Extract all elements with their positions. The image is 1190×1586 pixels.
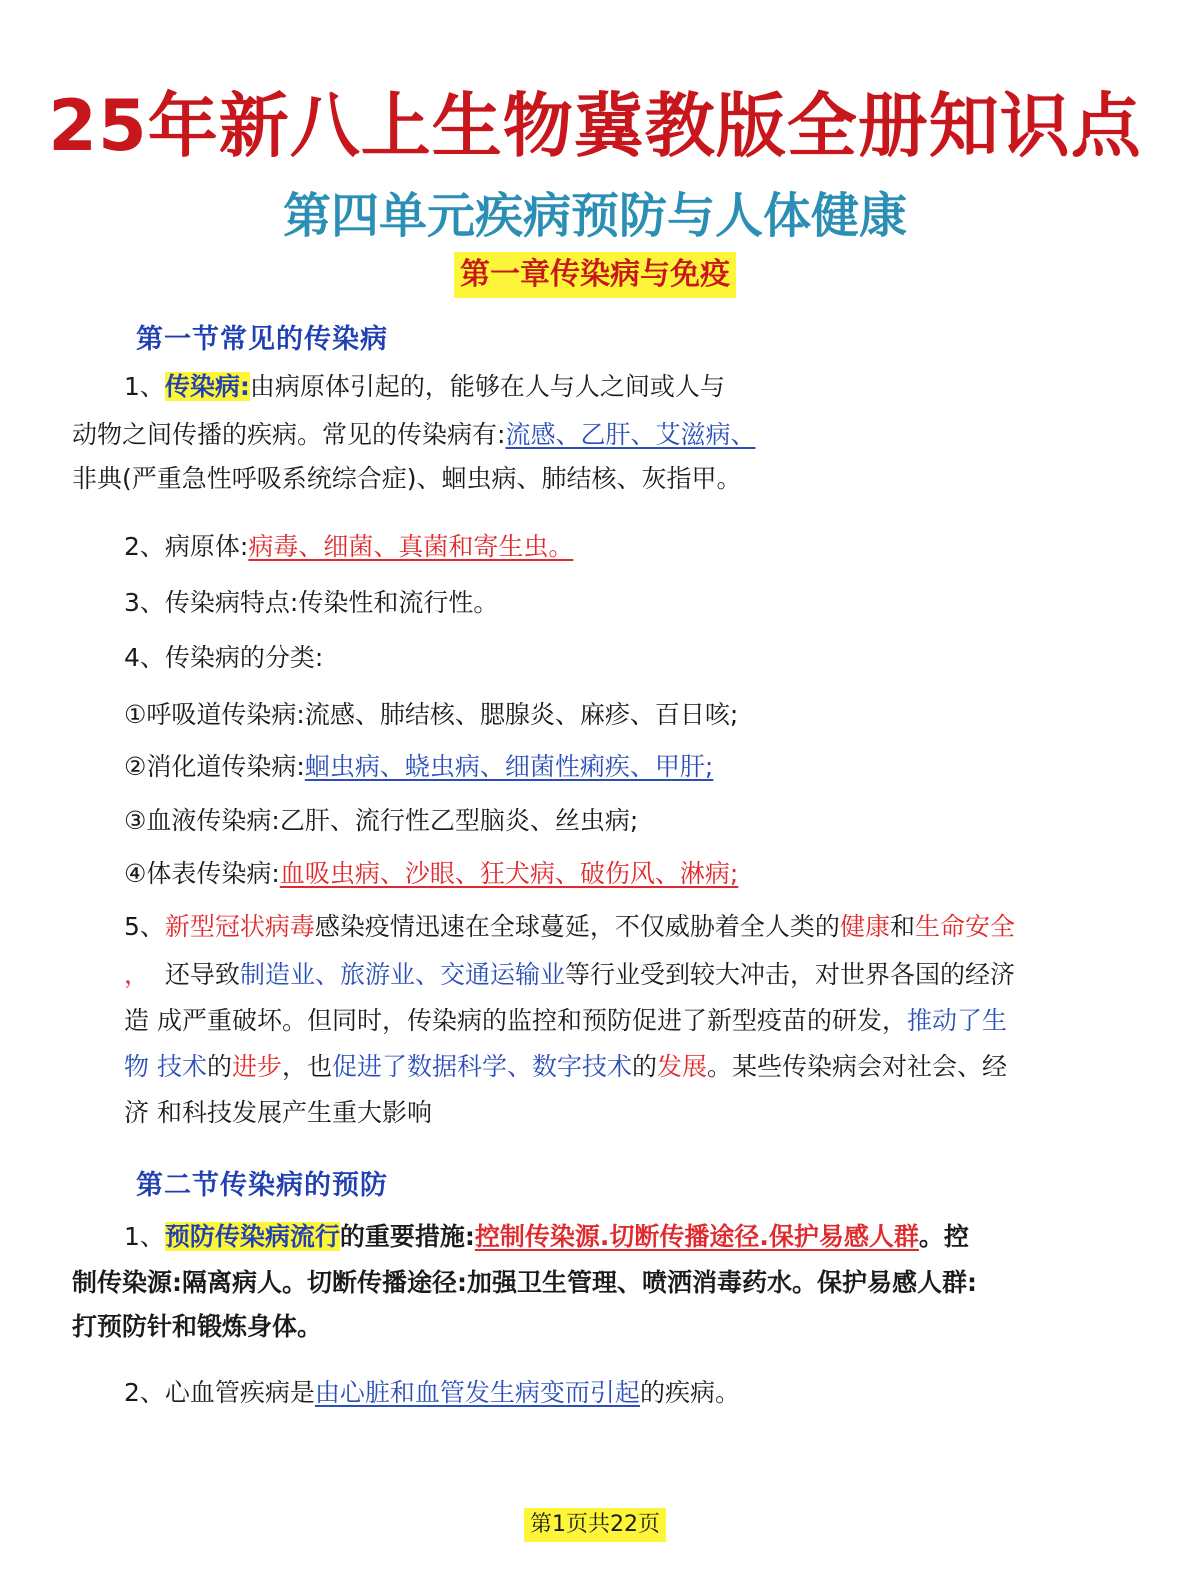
s1-p1-text1: 由病原体引起的，能够在人与人之间或人与 bbox=[249, 372, 725, 401]
chapter-title-wrap bbox=[0, 252, 1190, 298]
s2-p1-line1 bbox=[124, 1220, 969, 1254]
s1-p5-progress: 进步 bbox=[231, 1052, 282, 1081]
s2-p2-text1: 2、心血管疾病是 bbox=[124, 1378, 315, 1407]
s1-p1-examples: 流感、乙肝、艾滋病、 bbox=[505, 420, 756, 449]
s1-p5-development: 发展 bbox=[657, 1052, 708, 1081]
s2-p1-num: 1、 bbox=[124, 1222, 165, 1251]
s1-p5-health: 健康 bbox=[839, 912, 890, 941]
s1-p2-value: 病毒、细菌、真菌和寄生虫。 bbox=[248, 532, 574, 561]
section-heading-2: 第二节传染病的预防 bbox=[136, 1170, 388, 1201]
s1-p5-line1 bbox=[124, 910, 1015, 944]
s1-c2-label: ②消化道传染病: bbox=[124, 752, 305, 781]
s2-p1-line3: 打预防针和锻炼身体。 bbox=[72, 1312, 323, 1341]
s2-p1-text1: 的重要措施: bbox=[339, 1222, 475, 1251]
s1-c4-value: 血吸虫病、沙眼、狂犬病、破伤风、淋病; bbox=[279, 859, 739, 888]
s1-p1-term: 传染病: bbox=[164, 372, 250, 401]
page-number: 第1页共22页 bbox=[524, 1508, 666, 1542]
s1-c2-value: 蛔虫病、蛲虫病、细菌性痢疾、甲肝; bbox=[304, 752, 714, 781]
s1-p5-comma: ， bbox=[124, 960, 150, 989]
s1-p1-line1 bbox=[124, 370, 725, 404]
s2-p2-link: 由心脏和血管发生病变而引起 bbox=[314, 1378, 640, 1407]
s2-p1-text2: 。控 bbox=[918, 1222, 969, 1251]
s2-p1-measures: 控制传染源.切断传播途径.保护易感人群 bbox=[474, 1222, 919, 1251]
s1-p5-text4: 造 成严重破坏。但同时，传染病的监控和预防促进了新型疫苗的研发， bbox=[124, 1006, 907, 1035]
page-footer-wrap bbox=[0, 1508, 1190, 1542]
unit-title: 第四单元疾病预防与人体健康 bbox=[282, 188, 907, 244]
s1-p5-text2: 还导致 bbox=[164, 960, 240, 989]
s1-p5-ye: ，也 bbox=[281, 1052, 332, 1081]
s1-p5-text3: 等行业受到较大冲击，对世界各国的经济 bbox=[564, 960, 1015, 989]
s1-c4 bbox=[124, 857, 738, 891]
s1-p5-text5: 。某些传染病会对社会、经 bbox=[707, 1052, 1008, 1081]
section-heading-1: 第一节常见的传染病 bbox=[136, 324, 388, 355]
s2-p1-term: 预防传染病流行 bbox=[164, 1222, 340, 1251]
s1-c3: ③血液传染病:乙肝、流行性乙型脑炎、丝虫病; bbox=[124, 806, 639, 835]
s1-p1-num: 1、 bbox=[124, 372, 165, 401]
s1-p5-line4 bbox=[124, 1050, 1007, 1084]
s1-p4: 4、传染病的分类: bbox=[124, 643, 324, 672]
s1-p5-line2 bbox=[124, 958, 1015, 992]
s1-c4-label: ④体表传染病: bbox=[124, 859, 280, 888]
s1-p5-text1: 感染疫情迅速在全球蔓延，不仅威胁着全人类的 bbox=[314, 912, 840, 941]
s1-p5-and: 和 bbox=[889, 912, 915, 941]
s2-p2 bbox=[124, 1376, 740, 1410]
s1-p5-virus: 新型冠状病毒 bbox=[164, 912, 315, 941]
s1-p1-text2: 动物之间传播的疾病。常见的传染病有: bbox=[72, 420, 506, 449]
s1-p1-line2 bbox=[72, 418, 755, 452]
s1-p5-industries: 制造业、旅游业、交通运输业 bbox=[239, 960, 565, 989]
s1-p5-bio1: 推动了生 bbox=[906, 1006, 1007, 1035]
s1-p5-de2: 的 bbox=[632, 1052, 658, 1081]
s1-p5-line3 bbox=[124, 1004, 1007, 1038]
s1-p5-num: 5、 bbox=[124, 912, 165, 941]
s1-p2-label: 2、病原体: bbox=[124, 532, 249, 561]
s1-c2 bbox=[124, 750, 713, 784]
s1-p5-line5: 济 和科技发展产生重大影响 bbox=[124, 1098, 432, 1127]
s1-c1: ①呼吸道传染病:流感、肺结核、腮腺炎、麻疹、百日咳; bbox=[124, 700, 739, 729]
chapter-title: 第一章传染病与免疫 bbox=[454, 252, 736, 298]
s1-p5-life: 生命安全 bbox=[914, 912, 1015, 941]
s1-p5-de1: 的 bbox=[206, 1052, 232, 1081]
s1-p5-bio2: 物 技术 bbox=[124, 1052, 207, 1081]
s1-p3: 3、传染病特点:传染性和流行性。 bbox=[124, 588, 499, 617]
s1-p1-line3: 非典(严重急性呼吸系统综合症)、蛔虫病、肺结核、灰指甲。 bbox=[72, 464, 742, 493]
document-title: 25年新八上生物冀教版全册知识点 bbox=[48, 85, 1142, 167]
s2-p2-text2: 的疾病。 bbox=[639, 1378, 740, 1407]
s1-p5-datasci: 促进了数据科学、数字技术 bbox=[332, 1052, 633, 1081]
s1-p2 bbox=[124, 530, 573, 564]
s2-p1-line2: 制传染源:隔离病人。切断传播途径:加强卫生管理、喷洒消毒药水。保护易感人群: bbox=[72, 1268, 977, 1297]
